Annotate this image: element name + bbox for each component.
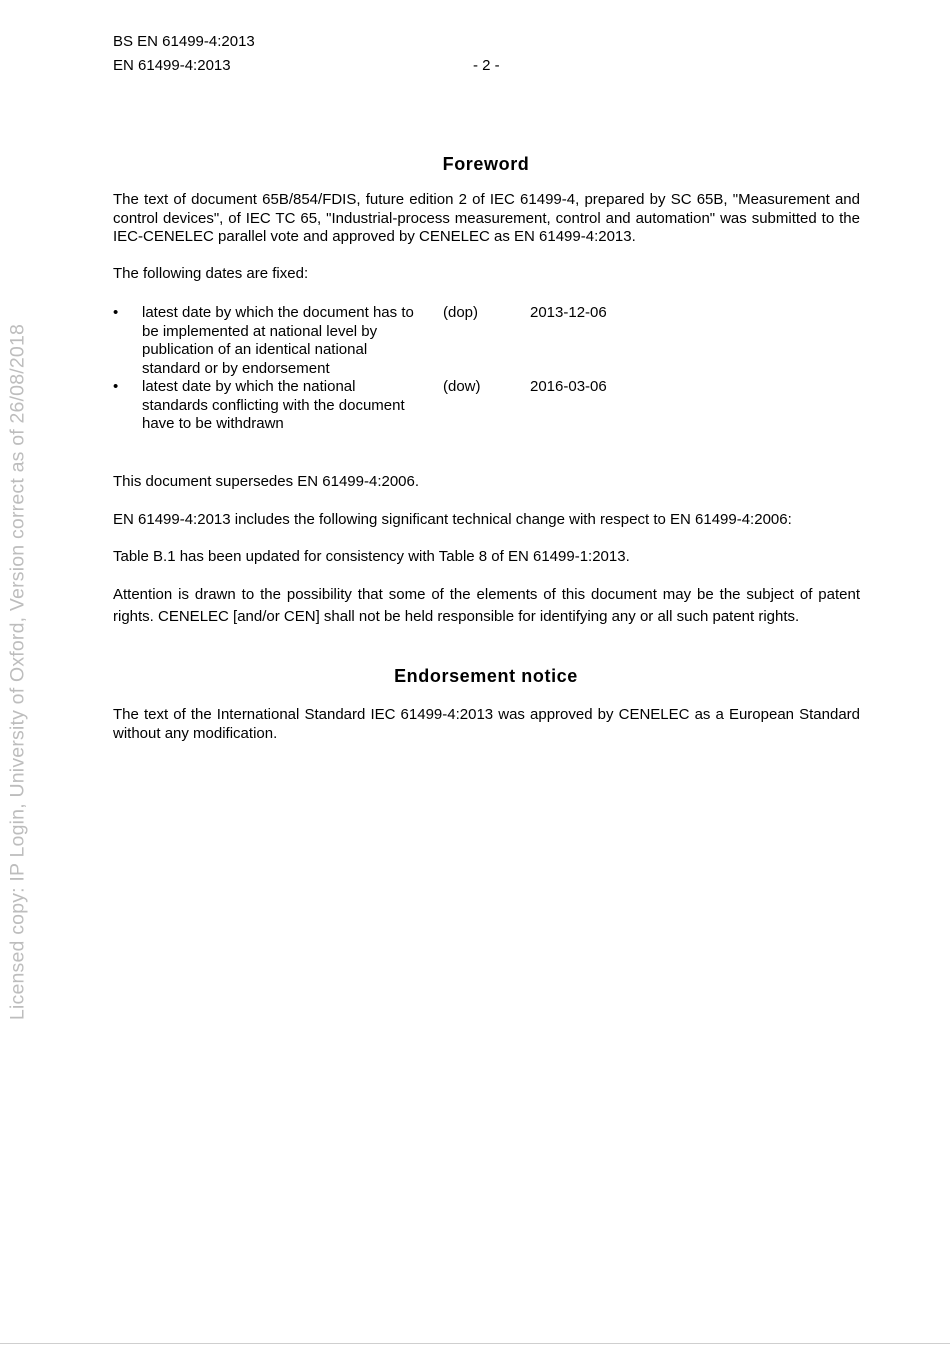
endorsement-paragraph: The text of the International Standard IEC 61499-4:2013 was approved by CENELEC as a European Standard without any modification. (113, 706, 860, 742)
bullet-icon: • (113, 378, 119, 395)
dates-intro: The following dates are fixed: (113, 265, 309, 282)
bullet-icon: • (113, 304, 119, 321)
date-item-text: latest date by which the document has to be implemented at national level by publication of an identical national standard or by endorsement (142, 304, 414, 377)
page-number: - 2 - (473, 57, 500, 74)
endorsement-heading: Endorsement notice (394, 666, 578, 686)
date-item-code: (dow) (443, 378, 481, 395)
date-item-date: 2016-03-06 (530, 378, 607, 395)
date-item-code: (dop) (443, 304, 479, 321)
header-standard-en: EN 61499-4:2013 (113, 57, 231, 74)
header-standard-bs: BS EN 61499-4:2013 (113, 33, 255, 50)
page-bottom-edge (0, 1343, 950, 1344)
license-watermark: Licensed copy: IP Login, University of Oxford, Version correct as of 26/08/2018 (6, 323, 29, 1021)
date-item-text: latest date by which the national standards conflicting with the document have to be withdrawn (142, 378, 405, 433)
foreword-heading: Foreword (442, 154, 530, 174)
changes-intro-paragraph: EN 61499-4:2013 includes the following significant technical change with respect to EN 61499-4:2006: (113, 511, 792, 528)
foreword-intro-paragraph: The text of document 65B/854/FDIS, future edition 2 of IEC 61499-4, prepared by SC 65B, "Measurement and control devices", of IEC TC 65, "Industrial-process measurement, control and automation" was submitted to the IEC-CENELEC parallel vote and approved by CENELEC as EN 61499-4:2013. (113, 191, 860, 245)
supersedes-paragraph: This document supersedes EN 61499-4:2006. (113, 473, 420, 490)
date-item-date: 2013-12-06 (530, 304, 607, 321)
patent-notice-paragraph: Attention is drawn to the possibility that some of the elements of this document may be the subject of patent rights. CENELEC [and/or CEN] shall not be held responsible for identifying any or all such patent rights. (113, 586, 860, 625)
change-item-paragraph: Table B.1 has been updated for consistency with Table 8 of EN 61499-1:2013. (113, 548, 630, 565)
